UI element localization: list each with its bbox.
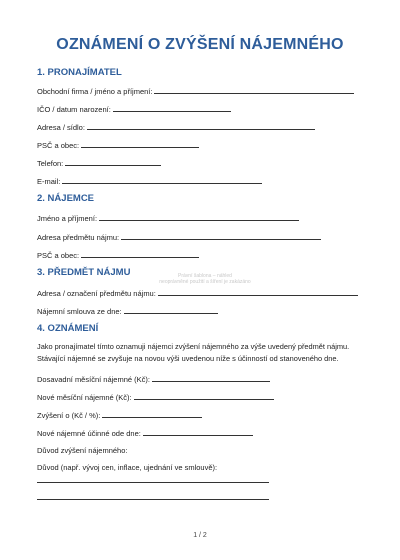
field-label: Nové nájemné účinné ode dne:: [37, 429, 141, 438]
field-label: Zvýšení o (Kč / %):: [37, 411, 101, 420]
field-label: Adresa / sídlo:: [37, 123, 85, 132]
field-label: Telefon:: [37, 159, 64, 168]
field-tenant-postcode: [37, 250, 199, 261]
section-heading-tenant: 2. NÁJEMCE: [37, 193, 95, 204]
field-effective-date: [37, 428, 253, 439]
field-label: Důvod (např. vývoj cen, inflace, ujednání ve smlouvě):: [37, 463, 218, 472]
fill-line[interactable]: [62, 176, 262, 184]
fill-line[interactable]: [99, 213, 299, 221]
watermark: [150, 273, 260, 285]
field-tenant-name: [37, 213, 299, 224]
reason-fill-line-1[interactable]: [37, 482, 269, 483]
field-contract-date: [37, 306, 218, 317]
section-heading-notice: 4. OZNÁMENÍ: [37, 323, 99, 334]
fill-line[interactable]: [152, 374, 270, 382]
watermark-line: Právní šablona – náhled: [178, 273, 232, 279]
field-label: Dosavadní měsíční nájemné (Kč):: [37, 375, 150, 384]
field-reason-label: [37, 446, 127, 456]
field-label: Nájemní smlouva ze dne:: [37, 307, 122, 316]
field-label: Nové měsíční nájemné (Kč):: [37, 393, 132, 402]
field-label: Jméno a příjmení:: [37, 214, 98, 223]
page-number: 1 / 2: [193, 532, 207, 539]
section-heading-landlord: 1. PRONAJÍMATEL: [37, 67, 122, 78]
field-label: PSČ a obec:: [37, 251, 80, 260]
fill-line[interactable]: [65, 158, 161, 166]
field-phone: [37, 158, 161, 169]
field-increase: [37, 410, 202, 421]
field-subject-designation: [37, 288, 358, 299]
field-reason-detail: [37, 463, 217, 473]
field-label: E-mail:: [37, 177, 61, 186]
field-lease-address: [37, 232, 321, 243]
field-label: PSČ a obec:: [37, 141, 80, 150]
watermark-line: neoprávněné použití a šíření je zakázáno: [159, 279, 251, 285]
fill-line[interactable]: [121, 232, 321, 240]
fill-line[interactable]: [113, 104, 231, 112]
field-new-rent: [37, 392, 274, 403]
notice-paragraph: Jako pronajímatel tímto oznamuji nájemci zvýšení nájemného za výše uvedený předmět nájmu. Stávající nájemné se zvyšuje na novou výši uvedenou níže s účinností od stanoveného dne.: [37, 342, 350, 363]
fill-line[interactable]: [87, 122, 315, 130]
document-title: OZNÁMENÍ O ZVÝŠENÍ NÁJEMNÉHO: [56, 36, 344, 53]
field-label: Adresa / označení předmětu nájmu:: [37, 289, 156, 298]
fill-line[interactable]: [81, 140, 199, 148]
fill-line[interactable]: [134, 392, 274, 400]
field-label: Obchodní firma / jméno a příjmení:: [37, 87, 153, 96]
section-heading-subject: 3. PŘEDMĚT NÁJMU: [37, 267, 131, 278]
fill-line[interactable]: [143, 428, 253, 436]
reason-fill-line-2[interactable]: [37, 499, 269, 500]
field-current-rent: [37, 374, 270, 385]
field-email: [37, 176, 262, 187]
field-firm-name: [37, 86, 354, 97]
fill-line[interactable]: [158, 288, 358, 296]
field-label: Důvod zvýšení nájemného:: [37, 446, 128, 455]
field-address: [37, 122, 315, 133]
fill-line[interactable]: [154, 86, 354, 94]
fill-line[interactable]: [124, 306, 218, 314]
fill-line[interactable]: [102, 410, 202, 418]
field-label: IČO / datum narození:: [37, 105, 111, 114]
fill-line[interactable]: [81, 250, 199, 258]
field-ico: [37, 104, 231, 115]
field-postcode-city: [37, 140, 199, 151]
field-label: Adresa předmětu nájmu:: [37, 233, 120, 242]
